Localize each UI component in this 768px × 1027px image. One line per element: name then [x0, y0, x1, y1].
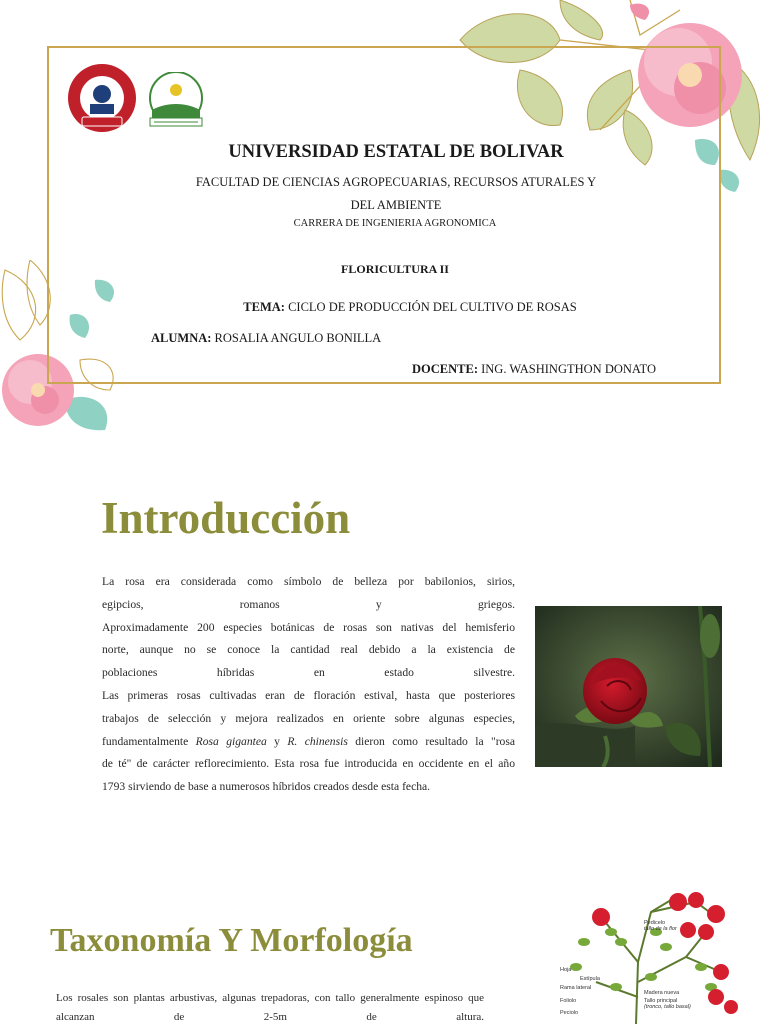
- career-name: CARRERA DE INGENIERIA AGRONOMICA: [293, 218, 497, 229]
- species-name: R. chinensis: [287, 734, 348, 748]
- diagram-label-tallo-principal: Tallo principal: [644, 998, 678, 1004]
- student-line: [151, 331, 381, 346]
- intro-line: poblaciones híbridas en estado silvestre.: [102, 666, 515, 680]
- introduction-paragraph: [102, 571, 515, 799]
- student-value: ROSALIA ANGULO BONILLA: [214, 331, 382, 345]
- rose-plant-diagram: [556, 872, 748, 1024]
- red-rose-photo: [535, 606, 722, 767]
- intro-text: y: [266, 734, 288, 748]
- topic-value: CICLO DE PRODUCCIÓN DEL CULTIVO DE ROSAS: [288, 300, 577, 314]
- diagram-label-rama-lateral: Rama lateral: [560, 985, 592, 991]
- species-name: Rosa gigantea: [195, 734, 267, 748]
- introduction-heading: Introducción: [101, 493, 351, 543]
- diagram-label-madera-nueva: Madera nueva: [644, 990, 680, 996]
- teacher-line: [412, 362, 656, 377]
- intro-line: 1793 sirviendo de base a numerosos híbridos creados desde esta fecha.: [102, 780, 431, 794]
- diagram-label-pedicelo-sub: tallo de la flor: [644, 926, 677, 932]
- teacher-value: ING. WASHINGTHON DONATO: [481, 362, 656, 376]
- student-label: ALUMNA:: [151, 331, 212, 345]
- diagram-label-pedicelo: Pedicelo: [644, 920, 666, 926]
- university-seal-logo: [66, 62, 138, 134]
- faculty-line-2: DEL AMBIENTE: [350, 198, 442, 212]
- intro-line: egipcios, romanos y griegos.: [102, 597, 515, 611]
- taxonomy-heading: Taxonomía Y Morfología: [50, 922, 413, 959]
- intro-line: La rosa era considerada como símbolo de belleza por babilonios, sirios,: [102, 575, 515, 588]
- taxonomy-paragraph: [56, 989, 484, 1027]
- intro-line: de té" de carácter reflorecimiento. Esta rosa fue introducida en occidente en el año: [102, 757, 515, 771]
- intro-text: dieron como resultado la "rosa: [347, 734, 516, 748]
- diagram-label-foliolo: Foliolo: [560, 998, 577, 1004]
- diagram-label-peciolo: Peciolo: [560, 1010, 579, 1016]
- taxonomy-line: Los rosales son plantas arbustivas, algunas trepadoras, con tallo generalmente espinoso que: [56, 992, 484, 1004]
- intro-line: trabajos de selección y mejora realizados en oriente sobre algunas especies,: [102, 711, 515, 725]
- intro-line: Aproximadamente 200 especies botánicas de rosas son nativas del hemisferio: [102, 620, 515, 634]
- diagram-label-hoja: Hoja: [560, 967, 572, 973]
- topic-label: TEMA:: [243, 300, 285, 314]
- course-name: FLORICULTURA II: [341, 262, 449, 276]
- intro-line: norte, aunque no se conoce la cantidad real debido a la existencia de: [102, 643, 515, 657]
- faculty-name: [170, 171, 622, 217]
- faculty-logo: [146, 72, 206, 128]
- intro-line: Las primeras rosas cultivadas eran de floración estival, hasta que posteriores: [102, 688, 515, 702]
- diagram-label-estipula: Estípula: [580, 976, 600, 982]
- faculty-line-1: FACULTAD DE CIENCIAS AGROPECUARIAS, RECURSOS ATURALES Y: [195, 175, 597, 189]
- university-name: UNIVERSIDAD ESTATAL DE BOLIVAR: [228, 142, 564, 162]
- topic-line: [120, 300, 700, 315]
- intro-text: fundamentalmente: [102, 734, 196, 748]
- taxonomy-line: alcanzan de 2-5m de altura.: [56, 1011, 484, 1023]
- diagram-label-tallo-sub: (tronco, tallo basal): [644, 1004, 691, 1010]
- teacher-label: DOCENTE:: [412, 362, 478, 376]
- intro-line: [102, 731, 515, 754]
